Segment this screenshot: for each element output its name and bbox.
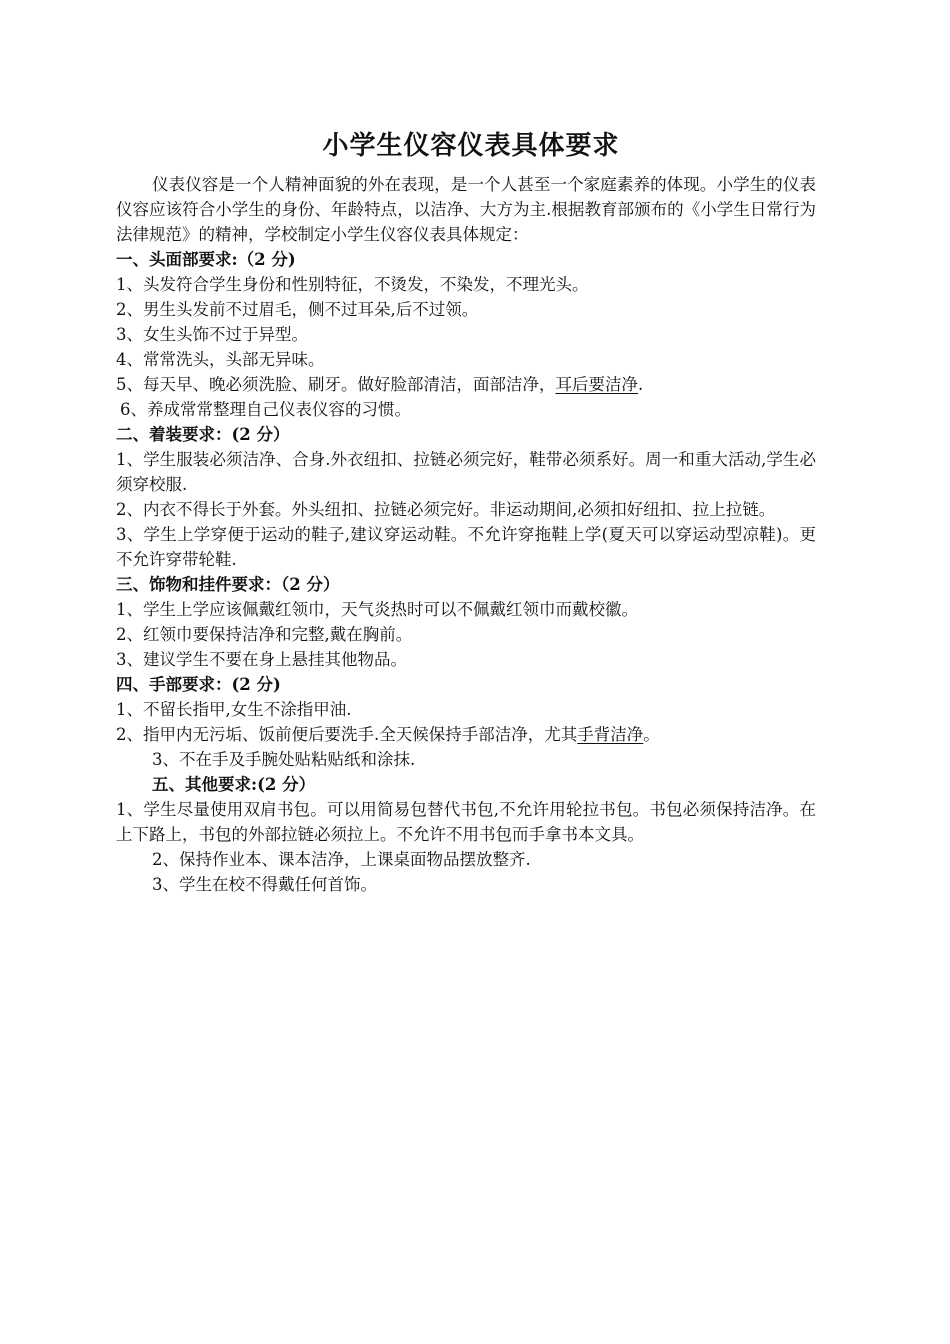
section-5-item-1: 1、学生尽量使用双肩书包。可以用简易包替代书包,不允许用轮拉书包。书包必须保持洁净。在上下路上，书包的外部拉链必须拉上。不允许不用书包而手拿书本文具。 [116,800,816,844]
section-4-item-2-end: 。 [643,725,660,744]
section-1-item-3: 3、女生头饰不过于异型。 [116,325,308,344]
section-5-heading: 五、其他要求:(2 分） [152,775,316,794]
section-1-item-5-text: 5、每天早、晚必须洗脸、刷牙。做好脸部清洁，面部洁净， [116,375,556,394]
section-3-item-1: 1、学生上学应该佩戴红领巾，天气炎热时可以不佩戴红领巾而戴校徽。 [116,600,638,619]
section-1-item-4: 4、常常洗头，头部无异味。 [116,350,325,369]
section-4-item-2-text: 2、指甲内无污垢、饭前便后要洗手.全天候保持手部洁净，尤其 [116,725,578,744]
section-2-heading: 二、着装要求：(2 分） [116,425,290,444]
section-1-item-2: 2、男生头发前不过眉毛，侧不过耳朵,后不过领。 [116,300,479,319]
section-1-item-6: 6、养成常常整理自己仪表仪容的习惯。 [120,400,411,419]
document-page [116,126,816,897]
section-3-item-2: 2、红领巾要保持洁净和完整,戴在胸前。 [116,625,413,644]
section-4-item-3: 3、不在手及手腕处贴粘贴纸和涂抹. [152,750,416,769]
section-1-heading: 一、头面部要求:（2 分) [116,250,296,269]
section-1-item-5 [116,372,816,397]
section-5-item-3: 3、学生在校不得戴任何首饰。 [152,875,377,894]
section-3-heading: 三、饰物和挂件要求：（2 分） [116,575,340,594]
section-3-item-3: 3、建议学生不要在身上悬挂其他物品。 [116,650,407,669]
section-4-item-1: 1、不留长指甲,女生不涂指甲油. [116,700,352,719]
section-5-item-2: 2、保持作业本、课本洁净，上课桌面物品摆放整齐. [152,850,531,869]
section-2-item-1: 1、学生服装必须洁净、合身.外衣纽扣、拉链必须完好，鞋带必须系好。周一和重大活动,学生必须穿校服. [116,450,816,494]
section-2-item-3: 3、学生上学穿便于运动的鞋子,建议穿运动鞋。不允许穿拖鞋上学(夏天可以穿运动型凉鞋)。更不允许穿带轮鞋. [116,525,816,569]
section-4-item-2 [116,722,816,747]
section-1-item-5-end: . [638,375,644,394]
section-4-heading: 四、手部要求：(2 分) [116,675,281,694]
section-1-item-1: 1、头发符合学生身份和性别特征，不烫发，不染发，不理光头。 [116,275,589,294]
intro-paragraph: 仪表仪容是一个人精神面貌的外在表现，是一个人甚至一个家庭素养的体现。小学生的仪表仪容应该符合小学生的身份、年龄特点，以洁净、大方为主.根据教育部颁布的《小学生日常行为法律规范》的精神，学校制定小学生仪容仪表具体规定： [116,175,816,244]
section-1-item-5-underlined: 耳后要洁净 [555,375,638,394]
section-2-item-2: 2、内衣不得长于外套。外头纽扣、拉链必须完好。非运动期间,必须扣好纽扣、拉上拉链。 [116,500,776,519]
section-4-item-2-underlined: 手背洁净 [577,725,644,744]
document-title: 小学生仪容仪表具体要求 [322,131,620,161]
